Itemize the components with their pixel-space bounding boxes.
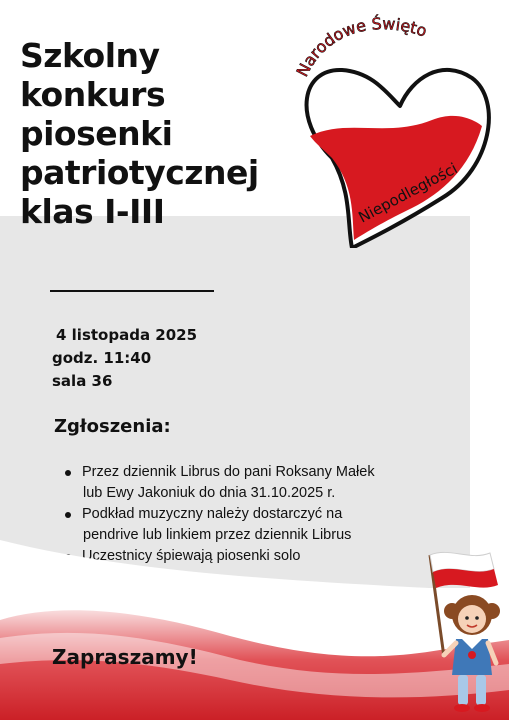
list-item <box>64 462 464 504</box>
title-line: Szkolny <box>20 36 160 75</box>
girl-hair-bun <box>484 603 500 619</box>
closing-invitation: Zapraszamy! <box>52 645 198 669</box>
poster-title <box>20 36 300 231</box>
list-item-text: Uczestnicy śpiewają piosenki solo <box>82 548 301 564</box>
girl-arm <box>444 643 456 655</box>
list-item-text-continued: lub Ewy Jakoniuk do dnia 31.10.2025 r. <box>83 485 336 501</box>
event-details <box>52 324 197 393</box>
flag-white-stripe <box>430 552 494 572</box>
title-line: piosenki <box>20 114 173 153</box>
title-line: patriotycznej <box>20 153 259 192</box>
girl-shoe <box>454 704 470 712</box>
logo-arc-textpath: Narodowe Święto <box>292 14 430 80</box>
event-room: sala 36 <box>52 372 113 390</box>
event-date: 4 listopada 2025 <box>56 326 198 344</box>
girl-face <box>458 605 486 633</box>
girl-leg <box>458 675 468 705</box>
list-item-text: Przez dziennik Librus do pani Roksany Małek <box>82 464 375 480</box>
event-time: godz. 11:40 <box>52 349 152 367</box>
girl-hair-bun <box>444 603 460 619</box>
logo-arc-text-path <box>293 14 430 80</box>
flag-red-stripe <box>433 569 498 588</box>
national-independence-day-heart-logo <box>292 8 506 248</box>
list-item-text-continued: pendrive lub linkiem przez dziennik Librus <box>83 527 352 543</box>
title-line: klas I-III <box>20 192 165 231</box>
logo-inner-text: Niepodległości <box>355 159 461 227</box>
girl-leg <box>476 675 486 705</box>
list-item-text: Podkład muzyczny należy dostarczyć na <box>82 506 343 522</box>
applications-heading: Zgłoszenia: <box>54 416 171 437</box>
girl-rosette <box>468 651 476 659</box>
girl-with-flag-illustration <box>410 545 506 717</box>
girl-eye <box>465 616 469 620</box>
divider-line <box>50 290 214 292</box>
girl-eye <box>475 616 479 620</box>
girl-shoe <box>474 704 490 712</box>
title-line: konkurs <box>20 75 166 114</box>
